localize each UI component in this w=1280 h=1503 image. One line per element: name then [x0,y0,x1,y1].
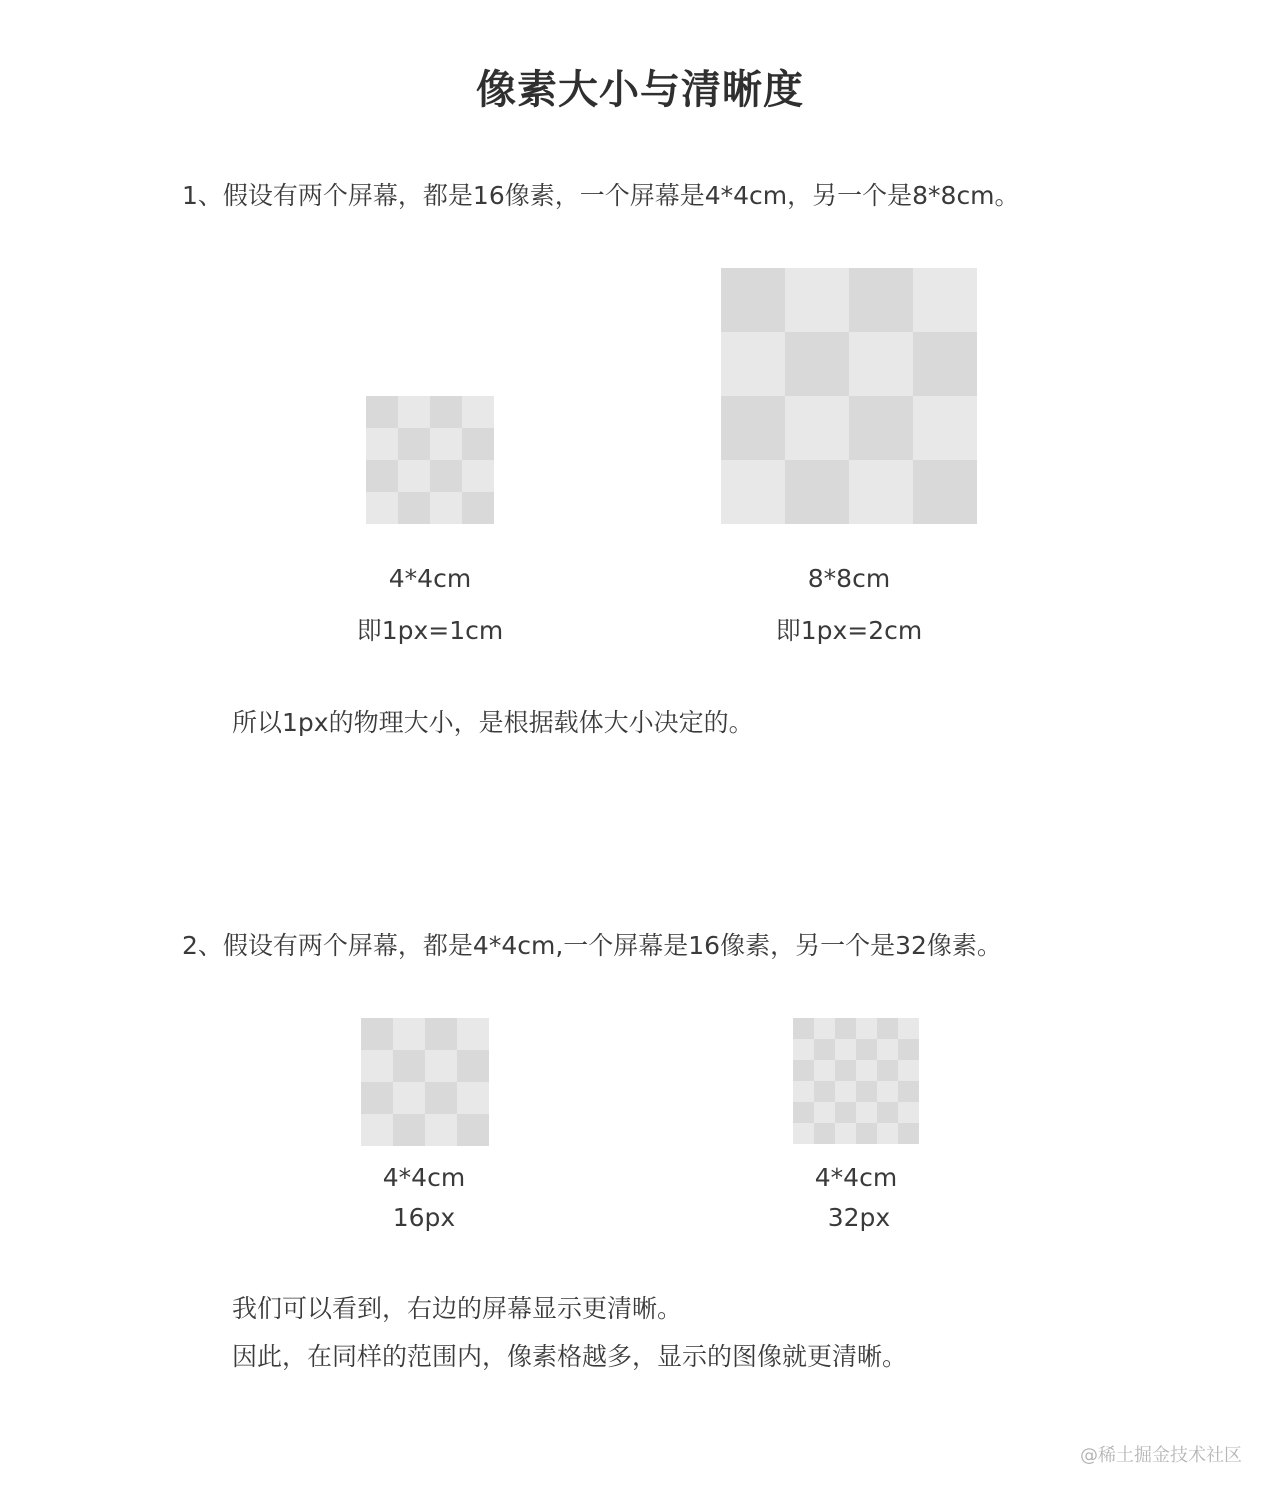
s2-left-px-label: 16px [392,1203,456,1232]
pixel-cell [877,1018,898,1039]
pixel-cell [785,460,849,524]
pixel-cell [814,1081,835,1102]
page-title: 像素大小与清晰度 [476,67,804,113]
pixel-cell [430,428,462,460]
section2-conclusion-2: 因此，在同样的范围内，像素格越多，显示的图像就更清晰。 [232,1342,908,1371]
pixel-cell [457,1018,489,1050]
pixel-cell [877,1039,898,1060]
pixel-cell [898,1039,919,1060]
s2-left-size-label: 4*4cm [382,1163,466,1192]
pixel-cell [366,460,398,492]
watermark: @稀土掘金技术社区 [1080,1445,1242,1466]
pixel-cell [462,428,494,460]
pixel-cell [721,268,785,332]
pixel-cell [462,396,494,428]
pixel-cell [877,1102,898,1123]
pixel-cell [793,1081,814,1102]
pixel-cell [849,396,913,460]
pixel-cell [856,1018,877,1039]
pixel-cell [877,1123,898,1144]
pixel-cell [366,396,398,428]
section2-heading: 2、假设有两个屏幕，都是4*4cm,一个屏幕是16像素，另一个是32像素。 [182,931,1002,960]
pixel-cell [849,332,913,396]
section1-conclusion: 所以1px的物理大小，是根据载体大小决定的。 [232,708,754,737]
pixel-cell [856,1060,877,1081]
s1-right-ratio-label: 即1px=2cm [775,616,923,645]
pixel-cell [793,1060,814,1081]
pixel-cell [856,1102,877,1123]
pixel-cell [898,1018,919,1039]
pixel-cell [462,492,494,524]
pixel-cell [793,1102,814,1123]
pixel-cell [913,332,977,396]
pixel-grid-4x4cm-32px [793,1018,919,1144]
pixel-cell [398,396,430,428]
pixel-cell [835,1018,856,1039]
pixel-cell [721,396,785,460]
pixel-cell [835,1081,856,1102]
pixel-cell [462,460,494,492]
s1-right-size-label: 8*8cm [807,564,891,593]
pixel-cell [913,460,977,524]
pixel-cell [457,1050,489,1082]
pixel-cell [793,1018,814,1039]
pixel-cell [366,428,398,460]
pixel-cell [785,332,849,396]
pixel-cell [361,1018,393,1050]
pixel-cell [425,1082,457,1114]
pixel-cell [721,332,785,396]
s2-right-size-label: 4*4cm [814,1163,898,1192]
pixel-grid-4x4cm-16px [366,396,494,524]
pixel-cell [814,1039,835,1060]
pixel-cell [849,268,913,332]
s2-right-px-label: 32px [827,1203,891,1232]
pixel-cell [457,1082,489,1114]
pixel-cell [393,1018,425,1050]
pixel-cell [398,492,430,524]
pixel-cell [835,1039,856,1060]
pixel-cell [913,268,977,332]
pixel-cell [425,1114,457,1146]
pixel-cell [430,396,462,428]
pixel-cell [898,1060,919,1081]
pixel-cell [398,460,430,492]
pixel-cell [814,1060,835,1081]
pixel-cell [856,1081,877,1102]
pixel-cell [366,492,398,524]
pixel-cell [898,1102,919,1123]
pixel-cell [849,460,913,524]
s1-left-size-label: 4*4cm [388,564,472,593]
pixel-cell [425,1018,457,1050]
pixel-cell [814,1123,835,1144]
pixel-cell [835,1123,856,1144]
pixel-cell [814,1018,835,1039]
pixel-cell [877,1081,898,1102]
section1-heading: 1、假设有两个屏幕，都是16像素，一个屏幕是4*4cm，另一个是8*8cm。 [182,181,1020,210]
pixel-cell [856,1123,877,1144]
pixel-cell [913,396,977,460]
pixel-grid-8x8cm-16px [721,268,977,524]
pixel-cell [877,1060,898,1081]
pixel-cell [361,1082,393,1114]
pixel-cell [856,1039,877,1060]
pixel-cell [430,492,462,524]
section2-conclusion-1: 我们可以看到，右边的屏幕显示更清晰。 [232,1294,683,1323]
pixel-cell [785,396,849,460]
pixel-cell [430,460,462,492]
pixel-cell [457,1114,489,1146]
pixel-cell [793,1039,814,1060]
pixel-grid-4x4cm-16px-b [361,1018,489,1146]
pixel-cell [393,1082,425,1114]
pixel-cell [835,1060,856,1081]
pixel-cell [785,268,849,332]
pixel-cell [835,1102,856,1123]
pixel-cell [793,1123,814,1144]
pixel-cell [898,1081,919,1102]
pixel-cell [721,460,785,524]
s1-left-ratio-label: 即1px=1cm [356,616,504,645]
pixel-cell [898,1123,919,1144]
pixel-cell [361,1050,393,1082]
pixel-cell [361,1114,393,1146]
pixel-cell [425,1050,457,1082]
pixel-cell [398,428,430,460]
pixel-cell [814,1102,835,1123]
pixel-cell [393,1050,425,1082]
pixel-cell [393,1114,425,1146]
